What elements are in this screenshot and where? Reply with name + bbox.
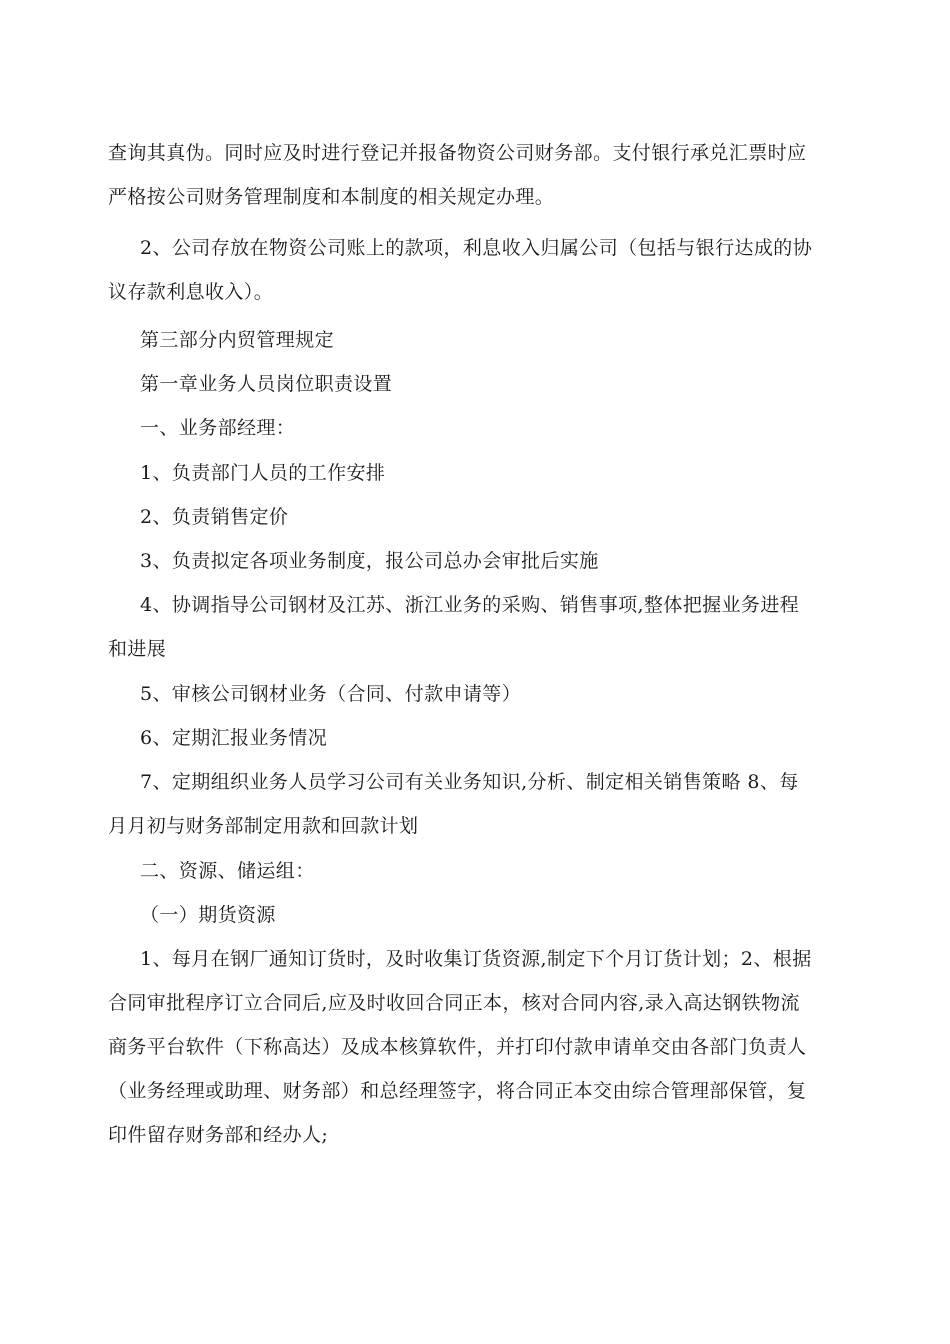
subsection-heading [140,849,875,893]
paragraph-line: 议存款利息收入）。 [108,281,274,303]
paragraph-line: 1、负责部门人员的工作安排 [140,462,386,484]
subsection-heading [140,893,875,937]
paragraph-line: 查询其真伪。同时应及时进行登记并报备物资公司财务部。支付银行承兑汇票时应 [108,142,807,164]
paragraph-line: 一、业务部经理： [140,417,296,439]
chapter-heading [140,362,875,406]
paragraph-line: 印件留存财务部和经办人; [108,1124,329,1146]
paragraph-line: 7、定期组织业务人员学习公司有关业务知识,分析、制定相关销售策略 8、每 [140,771,799,793]
paragraph-line: 和进展 [108,638,167,660]
paragraph-line: 1、每月在钢厂通知订货时，及时收集订货资源,制定下个月订货计划；2、根据 [140,948,812,970]
paragraph-line: 2、公司存放在物资公司账上的款项，利息收入归属公司（包括与银行达成的协 [140,237,813,259]
paragraph-line: 商务平台软件（下称高达）及成本核算软件，并打印付款申请单交由各部门负责人 [108,1036,807,1058]
paragraph-line: 第三部分内贸管理规定 [140,329,335,351]
list-item [108,760,843,848]
paragraph-line: 合同审批程序订立合同后,应及时收回合同正本，核对合同内容,录入高达钢铁物流 [108,992,800,1014]
paragraph-line: 二、资源、储运组： [140,860,315,882]
paragraph-line: （业务经理或助理、财务部）和总经理签字，将合同正本交由综合管理部保管，复 [108,1080,807,1102]
list-item [108,583,843,671]
paragraph [108,226,843,314]
paragraph-line: 2、负责销售定价 [140,506,289,528]
list-item [108,937,843,1157]
paragraph-line: 5、审核公司钢材业务（合同、付款申请等） [140,683,522,705]
paragraph-line: 严格按公司财务管理制度和本制度的相关规定办理。 [108,186,555,208]
list-item [140,672,875,716]
list-item [140,716,875,760]
subsection-heading [140,406,875,450]
section-heading [140,318,875,362]
paragraph [108,131,843,219]
paragraph-line: 6、定期汇报业务情况 [140,727,328,749]
paragraph-line: 3、负责拟定各项业务制度，报公司总办会审批后实施 [140,550,599,572]
list-item [140,451,875,495]
paragraph-line: （一）期货资源 [140,904,276,926]
paragraph-line: 月月初与财务部制定用款和回款计划 [108,815,419,837]
list-item [140,495,875,539]
paragraph-line: 第一章业务人员岗位职责设置 [140,373,393,395]
list-item [140,539,875,583]
paragraph-line: 4、协调指导公司钢材及江苏、浙江业务的采购、销售事项,整体把握业务进程 [140,594,800,616]
